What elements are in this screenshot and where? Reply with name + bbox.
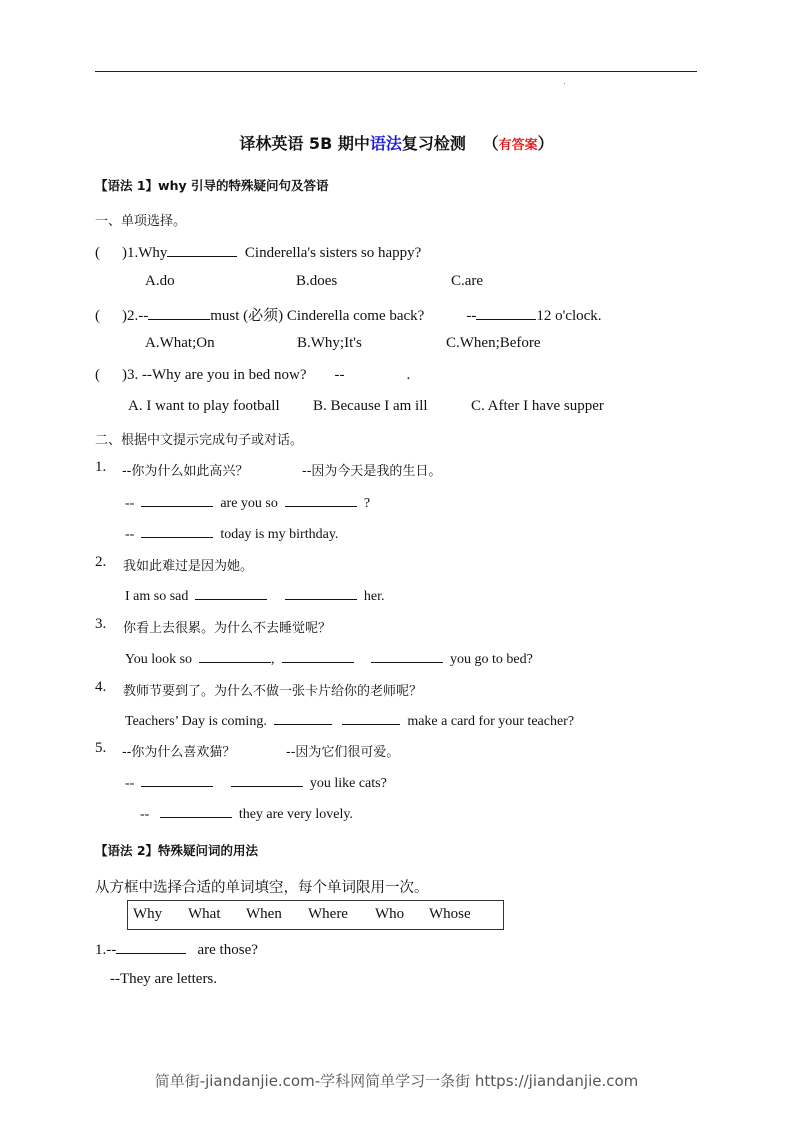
item-5-line-2: -- they are very lovely.	[140, 803, 353, 823]
item-1-cn-a: --因为今天是我的生日。	[302, 464, 442, 479]
item-3-line: You look so , you go to bed?	[125, 648, 533, 668]
blank[interactable]	[199, 648, 271, 663]
item-5-line-1: -- you like cats?	[125, 772, 387, 792]
word-option: Whose	[429, 906, 471, 922]
option-b: B. Because I am ill	[313, 398, 428, 414]
blank[interactable]	[160, 803, 232, 818]
item-3-num: 3.	[95, 616, 107, 632]
option-c: C.When;Before	[446, 335, 541, 351]
blank[interactable]	[231, 772, 303, 787]
part1-heading: 一、单项选择。	[95, 214, 187, 229]
item-2-num: 2.	[95, 554, 107, 570]
blank[interactable]	[141, 772, 213, 787]
item-5-cn-q: --你为什么喜欢猫？	[122, 745, 236, 760]
word-option: What	[188, 906, 221, 922]
item-5-num: 5.	[95, 740, 107, 756]
header-dot	[564, 83, 565, 84]
option-a: A.What;On	[145, 335, 215, 351]
question-1: ( )1.Why Cinderella's sisters so happy?	[95, 242, 421, 262]
question-2: ( )2.-- must (必须) Cinderella come back? -- 12 o'clock.	[95, 304, 602, 325]
grammar2-q1: 1.-- are those?	[95, 939, 258, 959]
answer-badge: 有答案	[498, 138, 538, 153]
item-2-line: I am so sad her.	[125, 585, 385, 605]
grammar2-q1-answer: --They are letters.	[110, 971, 218, 987]
item-1-cn-q: --你为什么如此高兴？	[122, 464, 249, 479]
word-option: Who	[375, 906, 405, 922]
blank[interactable]	[167, 242, 237, 257]
blank[interactable]	[141, 523, 213, 538]
item-2-cn: 我如此难过是因为她。	[123, 559, 254, 574]
part2-heading: 二、根据中文提示完成句子或对话。	[95, 433, 304, 448]
blank[interactable]	[195, 585, 267, 600]
item-4-cn: 教师节要到了。为什么不做一张卡片给你的老师呢？	[123, 684, 423, 699]
item-5-cn-a: --因为它们很可爱。	[286, 745, 400, 760]
option-a: A.do	[145, 273, 175, 289]
footer-watermark: 简单街-jiandanjie.com-学科网简单学习一条街 https://jiandanjie.com	[154, 1072, 639, 1090]
item-4-num: 4.	[95, 679, 107, 695]
word-box	[127, 900, 504, 930]
option-b: B.does	[296, 273, 338, 289]
blank[interactable]	[274, 710, 332, 725]
word-option: When	[246, 906, 282, 922]
blank[interactable]	[282, 648, 354, 663]
blank[interactable]	[285, 585, 357, 600]
title-highlight: 语法	[369, 134, 402, 153]
item-3-cn: 你看上去很累。为什么不去睡觉呢？	[123, 621, 332, 636]
blank[interactable]	[476, 305, 536, 320]
option-c: C.are	[451, 273, 484, 289]
question-3: ( )3. --Why are you in bed now? -- .	[95, 367, 411, 383]
blank[interactable]	[342, 710, 400, 725]
blank[interactable]	[371, 648, 443, 663]
word-option: Where	[308, 906, 348, 922]
item-1-num: 1.	[95, 459, 107, 475]
blank[interactable]	[148, 305, 210, 320]
option-a: A. I want to play football	[128, 398, 280, 414]
grammar2-instruction: 从方框中选择合适的单词填空，每个单词限用一次。	[95, 880, 429, 896]
blank[interactable]	[141, 492, 213, 507]
option-c: C. After I have supper	[471, 398, 604, 414]
item-1-line-2: -- today is my birthday.	[125, 523, 338, 543]
item-4-line: Teachers’ Day is coming. make a card for your teacher?	[125, 710, 574, 730]
option-b: B.Why;It's	[297, 335, 362, 351]
grammar1-heading: 【语法 1】why 引导的特殊疑问句及答语	[95, 178, 329, 193]
header-rule	[95, 71, 697, 72]
blank[interactable]	[285, 492, 357, 507]
item-1-line-1: -- are you so ?	[125, 492, 370, 512]
word-option: Why	[133, 906, 163, 922]
grammar2-heading: 【语法 2】特殊疑问词的用法	[95, 843, 259, 858]
page-title: 译林英语 5B 期中语法复习检测 （有答案）	[239, 134, 554, 153]
blank[interactable]	[116, 939, 186, 954]
